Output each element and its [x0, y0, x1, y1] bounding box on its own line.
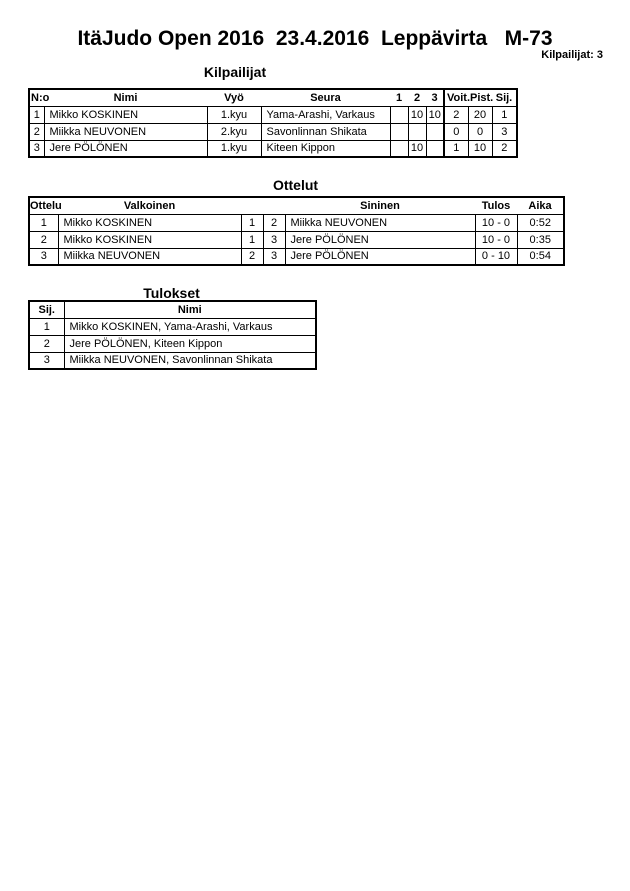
- cell-sij: 3: [29, 352, 64, 369]
- cell-blue-no: 3: [263, 248, 285, 265]
- col-header-nimi: Nimi: [64, 301, 316, 318]
- cell-tulos: 10 - 0: [475, 214, 517, 231]
- section-title-tulokset: Tulokset: [143, 285, 200, 301]
- cell-voit: 0: [444, 123, 468, 140]
- cell-blue-no: 3: [263, 231, 285, 248]
- cell-vyo: 2.kyu: [207, 123, 261, 140]
- cell-pist: 0: [468, 123, 492, 140]
- cell-white-no: 1: [241, 214, 263, 231]
- cell-match-no: 3: [29, 248, 58, 265]
- col-header-pist: Pist.: [468, 89, 492, 106]
- cell-match-no: 2: [29, 231, 58, 248]
- col-header-sij: Sij.: [29, 301, 64, 318]
- cell-sij: 3: [492, 123, 517, 140]
- cell-tulos: 10 - 0: [475, 231, 517, 248]
- cell-nimi: Mikko KOSKINEN, Yama-Arashi, Varkaus: [64, 318, 316, 335]
- cell-voit: 2: [444, 106, 468, 123]
- table-row: [29, 248, 564, 265]
- cell-vyo: 1.kyu: [207, 140, 261, 157]
- cell-pist: 20: [468, 106, 492, 123]
- col-header-tulos: Tulos: [475, 197, 517, 214]
- table-row: [29, 352, 316, 369]
- cell-match1: [390, 123, 408, 140]
- cell-match2: [408, 123, 426, 140]
- ottelut-table: [28, 196, 565, 266]
- section-title-kilpailijat: Kilpailijat: [203, 64, 267, 80]
- kilpailijat-header-row: [29, 89, 517, 106]
- cell-match1: [390, 140, 408, 157]
- cell-nimi: Miikka NEUVONEN: [44, 123, 207, 140]
- col-header-aika: Aika: [517, 197, 564, 214]
- participants-count-label: Kilpailijat: 3: [541, 49, 603, 61]
- page-title: ItäJudo Open 2016 23.4.2016 Leppävirta M-73: [77, 27, 553, 50]
- cell-aika: 0:35: [517, 231, 564, 248]
- cell-pist: 10: [468, 140, 492, 157]
- cell-sij: 2: [492, 140, 517, 157]
- cell-nimi: Jere PÖLÖNEN: [44, 140, 207, 157]
- cell-sininen: Jere PÖLÖNEN: [285, 248, 475, 265]
- col-header-sij: Sij.: [492, 89, 517, 106]
- kilpailijat-table: [28, 88, 518, 158]
- tulokset-table: [28, 300, 317, 370]
- cell-match3: 10: [426, 106, 444, 123]
- cell-nimi: Miikka NEUVONEN, Savonlinnan Shikata: [64, 352, 316, 369]
- tulokset-header-row: [29, 301, 316, 318]
- col-header-nimi: Nimi: [44, 89, 207, 106]
- cell-match-no: 1: [29, 214, 58, 231]
- ottelut-header-row: [29, 197, 564, 214]
- cell-tulos: 0 - 10: [475, 248, 517, 265]
- cell-match2: 10: [408, 106, 426, 123]
- cell-aika: 0:52: [517, 214, 564, 231]
- cell-sij: 1: [29, 318, 64, 335]
- table-row: [29, 335, 316, 352]
- cell-no: 3: [29, 140, 44, 157]
- table-row: [29, 140, 517, 157]
- cell-vyo: 1.kyu: [207, 106, 261, 123]
- col-header-valkoinen: Valkoinen: [58, 197, 241, 214]
- col-header-match1: 1: [390, 89, 408, 106]
- col-header-ottelu: Ottelu: [29, 197, 58, 214]
- cell-no: 1: [29, 106, 44, 123]
- cell-seura: Kiteen Kippon: [261, 140, 390, 157]
- cell-sij: 2: [29, 335, 64, 352]
- cell-blue-no: 2: [263, 214, 285, 231]
- section-title-ottelut: Ottelut: [272, 177, 319, 193]
- col-header-sininen: Sininen: [285, 197, 475, 214]
- col-header-no: N:o: [29, 89, 44, 106]
- col-header-voit: Voit.: [444, 89, 468, 106]
- table-row: [29, 318, 316, 335]
- cell-match3: [426, 123, 444, 140]
- table-row: [29, 123, 517, 140]
- table-row: [29, 214, 564, 231]
- cell-nimi: Mikko KOSKINEN: [44, 106, 207, 123]
- cell-sininen: Jere PÖLÖNEN: [285, 231, 475, 248]
- cell-white-no: 1: [241, 231, 263, 248]
- col-header-blue-no: [263, 197, 285, 214]
- cell-aika: 0:54: [517, 248, 564, 265]
- cell-white-no: 2: [241, 248, 263, 265]
- cell-sininen: Miikka NEUVONEN: [285, 214, 475, 231]
- cell-no: 2: [29, 123, 44, 140]
- cell-seura: Yama-Arashi, Varkaus: [261, 106, 390, 123]
- cell-valkoinen: Mikko KOSKINEN: [58, 231, 241, 248]
- cell-voit: 1: [444, 140, 468, 157]
- table-row: [29, 231, 564, 248]
- col-header-match3: 3: [426, 89, 444, 106]
- cell-valkoinen: Mikko KOSKINEN: [58, 214, 241, 231]
- cell-nimi: Jere PÖLÖNEN, Kiteen Kippon: [64, 335, 316, 352]
- cell-valkoinen: Miikka NEUVONEN: [58, 248, 241, 265]
- col-header-seura: Seura: [261, 89, 390, 106]
- table-row: [29, 106, 517, 123]
- cell-sij: 1: [492, 106, 517, 123]
- cell-match1: [390, 106, 408, 123]
- cell-seura: Savonlinnan Shikata: [261, 123, 390, 140]
- col-header-white-no: [241, 197, 263, 214]
- cell-match2: 10: [408, 140, 426, 157]
- col-header-vyo: Vyö: [207, 89, 261, 106]
- cell-match3: [426, 140, 444, 157]
- col-header-match2: 2: [408, 89, 426, 106]
